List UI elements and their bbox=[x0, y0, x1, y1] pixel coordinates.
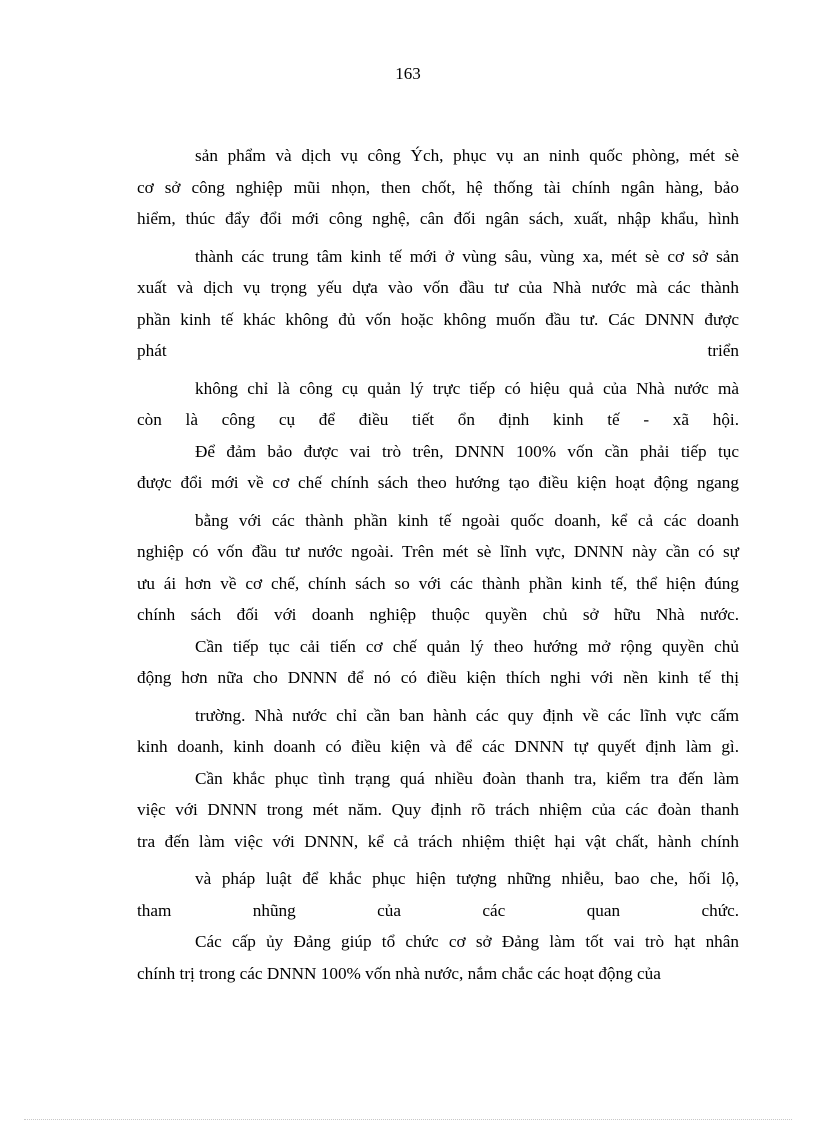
text-line: chính trị trong các DNNN 100% vốn nhà nước, nắm chắc các hoạt động của bbox=[137, 963, 661, 983]
text-line: còn là công cụ để điều tiết ổn định kinh tế - xã hội. bbox=[137, 410, 739, 429]
text-line: phát triển bbox=[137, 341, 739, 360]
text-line: Để đảm bảo được vai trò trên, DNNN 100% vốn cần phải tiếp tục bbox=[195, 441, 739, 461]
text-line: trường. Nhà nước chỉ cần ban hành các quy định về các lĩnh vực cấm bbox=[195, 705, 739, 725]
text-line: nghiệp có vốn đầu tư nước ngoài. Trên mét sè lĩnh vực, DNNN này cần có sự bbox=[137, 542, 739, 561]
text-line: tham nhũng của các quan chức. bbox=[137, 900, 739, 920]
body-text bbox=[137, 140, 739, 989]
text-line: ưu ái hơn về cơ chế, chính sách so với các thành phần kinh tế, thể hiện đúng bbox=[137, 573, 739, 593]
text-line: việc với DNNN trong mét năm. Quy định rõ trách nhiệm của các đoàn thanh bbox=[137, 800, 739, 819]
text-line: tra đến làm việc với DNNN, kể cả trách nhiệm thiệt hại vật chất, hành chính bbox=[137, 831, 739, 851]
text-line: Cần khắc phục tình trạng quá nhiều đoàn thanh tra, kiểm tra đến làm bbox=[195, 768, 739, 788]
text-line: Cần tiếp tục cải tiến cơ chế quản lý theo hướng mở rộng quyền chủ bbox=[195, 636, 739, 656]
page-bottom-border bbox=[24, 1119, 792, 1120]
text-line: hiểm, thúc đẩy đổi mới công nghệ, cân đối ngân sách, xuất, nhập khẩu, hình bbox=[137, 209, 739, 228]
text-line: phần kinh tế khác không đủ vốn hoặc không muốn đầu tư. Các DNNN được bbox=[137, 309, 739, 329]
text-line: động hơn nữa cho DNNN để nó có điều kiện thích nghi với nền kinh tế thị bbox=[137, 668, 739, 687]
text-line: cơ sở công nghiệp mũi nhọn, then chốt, hệ thống tài chính ngân hàng, bảo bbox=[137, 177, 739, 197]
text-line: Các cấp ủy Đảng giúp tổ chức cơ sở Đảng làm tốt vai trò hạt nhân bbox=[195, 932, 739, 951]
text-line: sản phẩm và dịch vụ công Ých, phục vụ an ninh quốc phòng, mét sè bbox=[195, 146, 739, 165]
text-line: không chỉ là công cụ quản lý trực tiếp có hiệu quả của Nhà nước mà bbox=[195, 378, 739, 398]
text-line: bằng với các thành phần kinh tế ngoài quốc doanh, kể cả các doanh bbox=[195, 510, 739, 530]
text-line: chính sách đối với doanh nghiệp thuộc quyền chủ sở hữu Nhà nước. bbox=[137, 605, 739, 624]
text-line: kinh doanh, kinh doanh có điều kiện và để các DNNN tự quyết định làm gì. bbox=[137, 737, 739, 756]
text-line: được đổi mới về cơ chế chính sách theo hướng tạo điều kiện hoạt động ngang bbox=[137, 473, 739, 492]
text-line: thành các trung tâm kinh tế mới ở vùng sâu, vùng xa, mét sè cơ sở sản bbox=[195, 246, 739, 266]
text-line: và pháp luật để khắc phục hiện tượng những nhiễu, bao che, hối lộ, bbox=[195, 869, 739, 888]
text-line: xuất và dịch vụ trọng yếu dựa vào vốn đầu tư của Nhà nước mà các thành bbox=[137, 278, 739, 297]
page-number: 163 bbox=[395, 64, 421, 83]
